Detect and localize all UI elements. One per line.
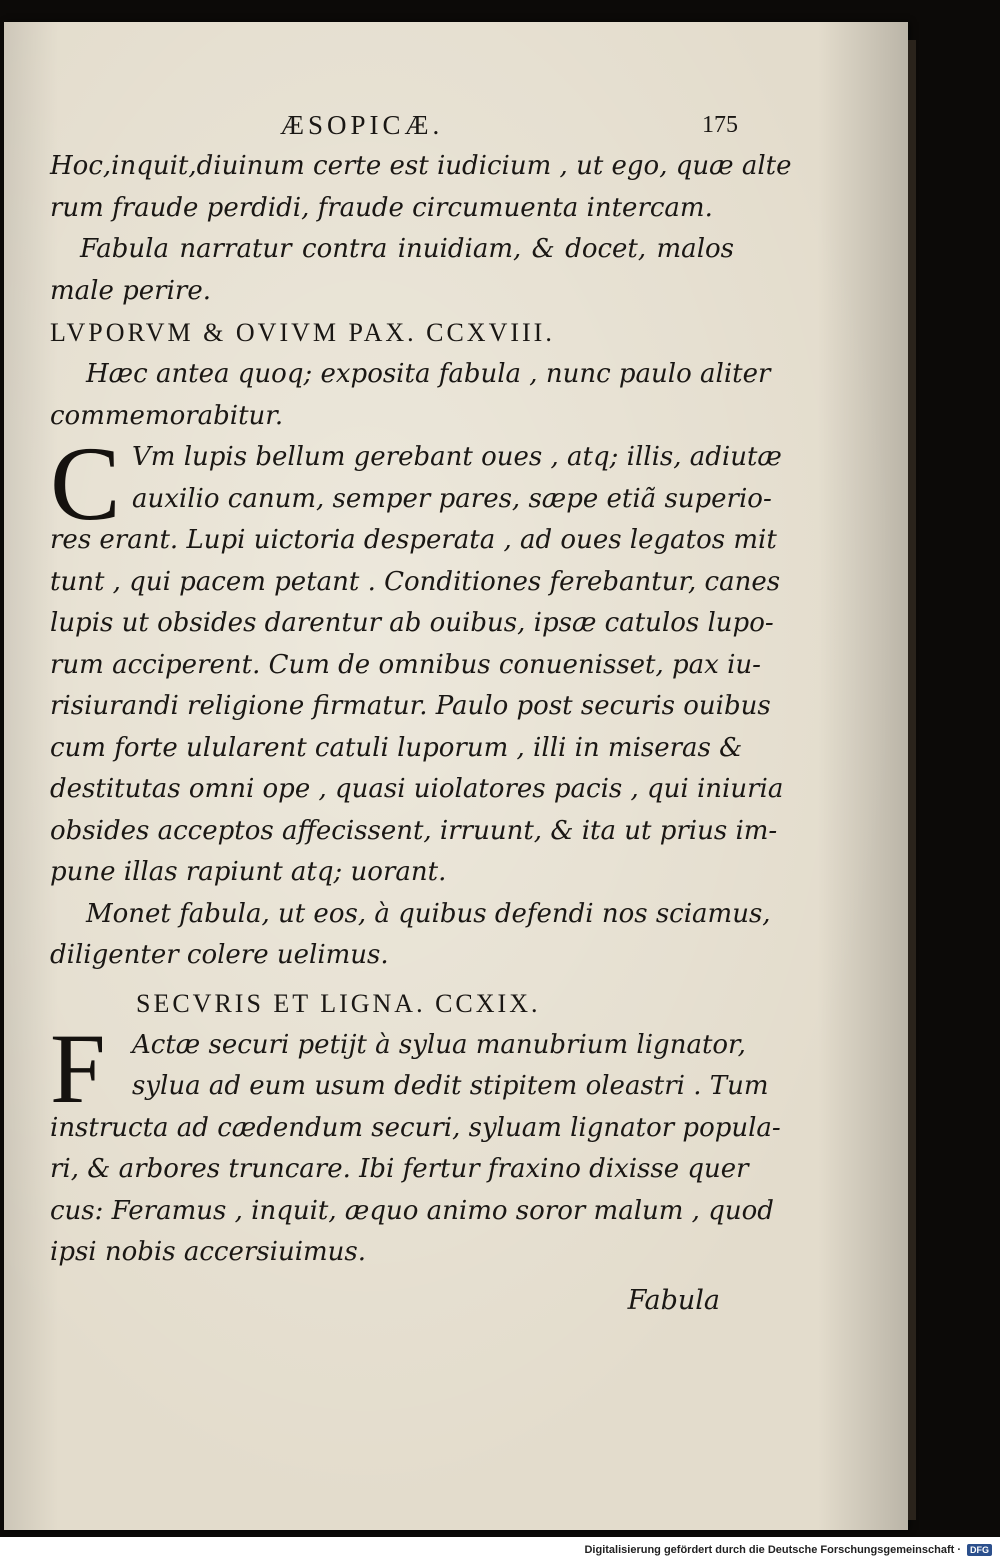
drop-cap: F xyxy=(50,1012,106,1124)
text-line: diligenter colere uelimus. xyxy=(50,940,389,970)
text-line: destitutas omni ope , quasi uiolatores pacis , qui iniuria xyxy=(50,774,784,804)
funding-credit: Digitalisierung gefördert durch die Deutsche Forschungsgemeinschaft · xyxy=(584,1544,961,1556)
fable-218-title: LVPORVM & OVIVM PAX. CCXVIII. xyxy=(50,318,555,347)
text-line: Fabula narratur contra inuidiam, & docet, malos xyxy=(80,234,734,264)
text-line: ri, & arbores truncare. Ibi fertur fraxino dixisse quer xyxy=(50,1154,749,1184)
text-line: pune illas rapiunt atq; uorant. xyxy=(50,857,447,887)
text-line: cus: Feramus , inquit, æquo animo soror malum , quod xyxy=(50,1195,774,1226)
text-line: rum fraude perdidi, fraude circumuenta intercam. xyxy=(50,192,713,223)
text-line: risiurandi religione firmatur. Paulo post securis ouibus xyxy=(50,691,771,721)
text-line: cum forte ulularent catuli luporum , illi in miseras & xyxy=(50,732,743,763)
book-spine-edge xyxy=(908,40,916,1520)
fable-219-body xyxy=(50,1012,781,1274)
text-line: commemorabitur. xyxy=(50,400,284,431)
catchword: Fabula xyxy=(627,1284,720,1316)
fable-218-body xyxy=(50,425,784,894)
text-line: Actæ securi petijt à sylua manubrium lignator, xyxy=(132,1029,746,1060)
fable-218-intro xyxy=(50,354,771,437)
fable-217-moral xyxy=(50,229,734,312)
digitization-footer xyxy=(0,1537,1000,1563)
fable-219-title: SECVRIS ET LIGNA. CCXIX. xyxy=(136,988,541,1018)
text-line: res erant. Lupi uictoria desperata , ad oues legatos mit xyxy=(50,525,777,555)
text-line: Vm lupis bellum gerebant oues , atq; illis, adiutæ xyxy=(132,442,782,472)
text-line: rum acciperent. Cum de omnibus conuenisset, pax iu- xyxy=(50,649,761,680)
drop-cap: C xyxy=(50,425,121,542)
text-line: auxilio canum, semper pares, sæpe etiã superio- xyxy=(132,483,772,514)
text-line: instructa ad cædendum securi, syluam lignator popula- xyxy=(50,1112,781,1143)
text-line: tunt , qui pacem petant . Conditiones ferebantur, canes xyxy=(50,566,781,597)
book-page xyxy=(4,22,908,1530)
page-number: 175 xyxy=(702,112,738,138)
text-line: Hoc,inquit,diuinum certe est iudicium , ut ego, quæ alte xyxy=(50,151,792,181)
running-head: ÆSOPICÆ. xyxy=(280,110,444,140)
text-line: ipsi nobis accersiuimus. xyxy=(50,1237,367,1267)
text-line: Monet fabula, ut eos, à quibus defendi nos sciamus, xyxy=(86,898,771,929)
text-line: obsides acceptos affecissent, irruunt, & ita ut prius im- xyxy=(50,815,778,846)
text-line: Hæc antea quoq; exposita fabula , nunc paulo aliter xyxy=(86,359,771,389)
fable-218-moral xyxy=(50,894,771,977)
text-line: sylua ad eum usum dedit stipitem oleastri . Tum xyxy=(132,1071,769,1101)
text-block xyxy=(50,100,792,1322)
dfg-logo: DFG xyxy=(967,1544,992,1556)
page-header xyxy=(50,100,738,146)
fable-217-ending xyxy=(50,146,792,229)
text-line: male perire. xyxy=(50,275,211,306)
text-line: lupis ut obsides darentur ab ouibus, ipsæ catulos lupo- xyxy=(50,608,774,638)
